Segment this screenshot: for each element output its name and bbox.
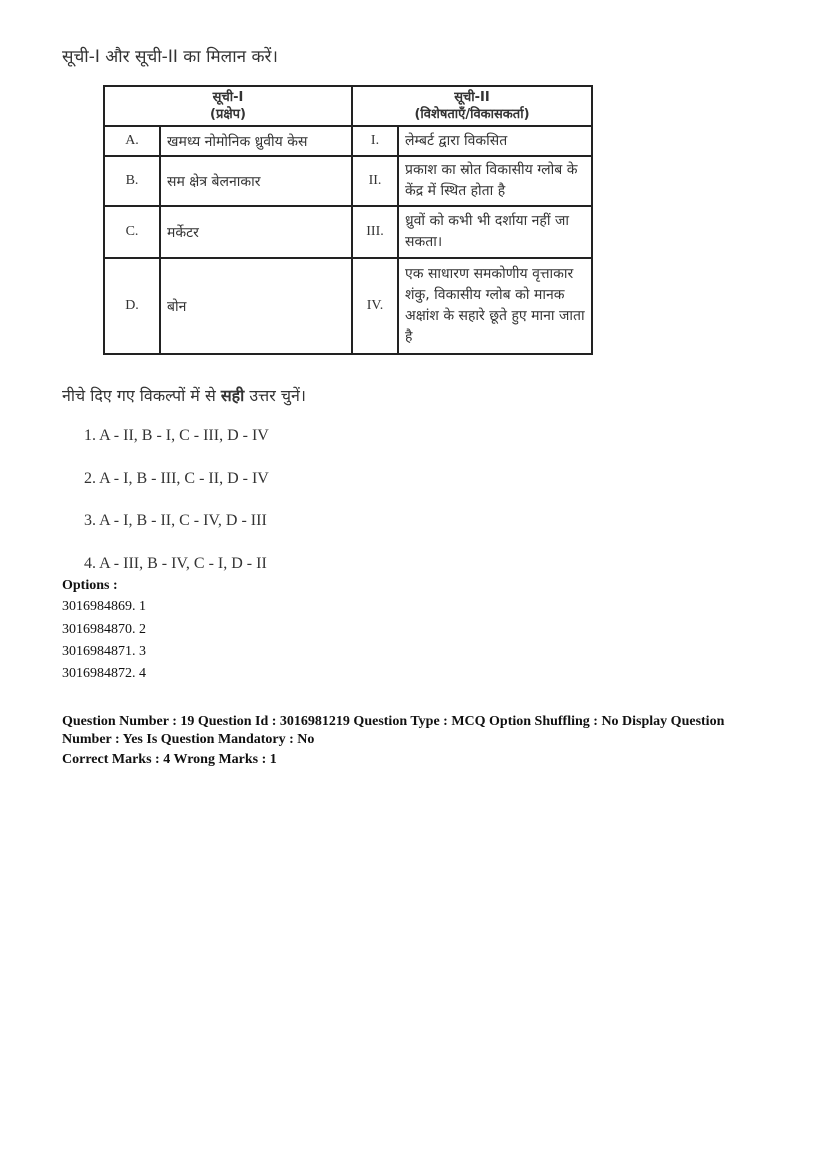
row-item: मर्केटर xyxy=(160,206,352,258)
list-2-header xyxy=(352,86,592,126)
row-item: बोन xyxy=(160,258,352,354)
question-info-line-2: Number : Yes Is Question Mandatory : No xyxy=(62,732,315,747)
choose-prefix: नीचे दिए गए विकल्पों में से xyxy=(62,386,221,405)
row-letter: B. xyxy=(104,156,160,206)
list-2-title: सूची-II xyxy=(454,90,490,105)
row-description: ध्रुवों को कभी भी दर्शाया नहीं जा सकता। xyxy=(398,206,592,258)
row-letter: A. xyxy=(104,126,160,156)
list-1-subtitle: (प्रक्षेप) xyxy=(210,107,246,122)
row-number: I. xyxy=(352,126,398,156)
question-instruction: सूची-I और सूची-II का मिलान करें। xyxy=(62,47,278,67)
option-item: 3016984872. 4 xyxy=(62,666,146,681)
row-description: प्रकाश का स्रोत विकासीय ग्लोब के केंद्र में स्थित होता है xyxy=(398,156,592,206)
row-description: एक साधारण समकोणीय वृत्ताकार शंकु, विकासीय ग्लोब को मानक अक्षांश के सहारे छूते हुए माना जाता है xyxy=(398,258,592,354)
question-marks: Correct Marks : 4 Wrong Marks : 1 xyxy=(62,752,277,767)
row-item: सम क्षेत्र बेलनाकार xyxy=(160,156,352,206)
table-row xyxy=(104,258,592,354)
option-item: 3016984869. 1 xyxy=(62,599,146,614)
answer-choice-2: 2. A - I, B - III, C - II, D - IV xyxy=(84,470,269,487)
table-header-row xyxy=(104,86,592,126)
list-1-header xyxy=(104,86,352,126)
choose-emphasis: सही xyxy=(220,386,245,405)
table-row xyxy=(104,206,592,258)
option-item: 3016984870. 2 xyxy=(62,622,146,637)
options-label: Options : xyxy=(62,578,118,593)
question-info-line-1: Question Number : 19 Question Id : 3016981219 Question Type : MCQ Option Shuffling : No Display Question xyxy=(62,714,725,729)
choose-instruction xyxy=(62,384,306,406)
list-1-title: सूची-I xyxy=(212,90,244,105)
row-number: II. xyxy=(352,156,398,206)
answer-choice-1: 1. A - II, B - I, C - III, D - IV xyxy=(84,427,269,444)
choose-suffix: उत्तर चुनें। xyxy=(244,386,306,405)
list-2-subtitle: (विशेषताएँ/विकासकर्ता) xyxy=(414,107,530,122)
answer-choice-3: 3. A - I, B - II, C - IV, D - III xyxy=(84,512,267,529)
row-letter: C. xyxy=(104,206,160,258)
matching-table xyxy=(103,85,593,355)
row-number: III. xyxy=(352,206,398,258)
table-row xyxy=(104,126,592,156)
option-item: 3016984871. 3 xyxy=(62,644,146,659)
row-item: खमध्य नोमोनिक ध्रुवीय केस xyxy=(160,126,352,156)
row-description: लेम्बर्ट द्वारा विकसित xyxy=(398,126,592,156)
row-number: IV. xyxy=(352,258,398,354)
answer-choice-4: 4. A - III, B - IV, C - I, D - II xyxy=(84,555,267,572)
row-letter: D. xyxy=(104,258,160,354)
table-row xyxy=(104,156,592,206)
